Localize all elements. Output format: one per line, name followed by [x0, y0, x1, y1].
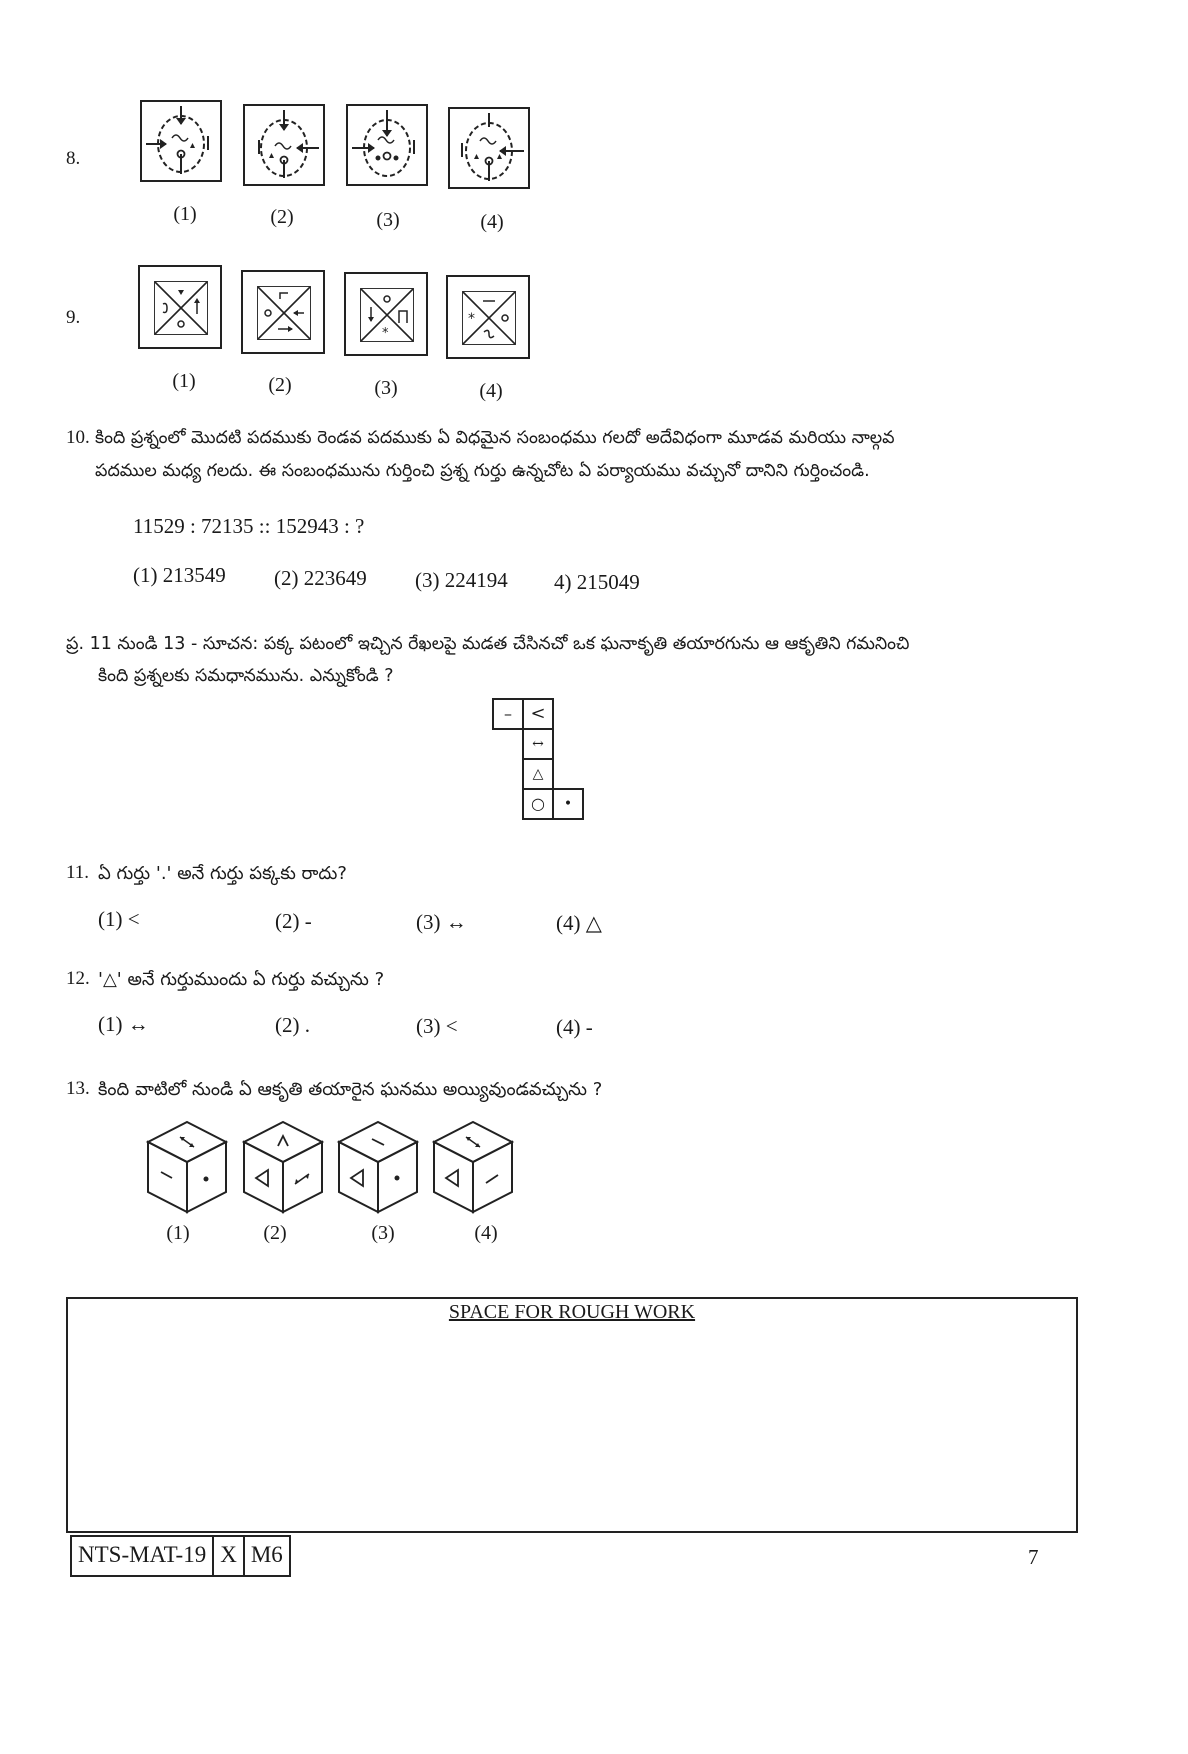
- svg-text:*: *: [382, 326, 389, 341]
- q9-option-2-figure[interactable]: [241, 270, 325, 354]
- net-cell-triangle: △: [522, 758, 554, 790]
- q9-option-4-figure[interactable]: [446, 275, 530, 359]
- q10-option-2[interactable]: (2) 223649: [274, 566, 367, 590]
- q9-option-3-figure[interactable]: [344, 272, 428, 356]
- q13-option-4-cube[interactable]: [428, 1118, 518, 1218]
- q13-option-1-cube[interactable]: [142, 1118, 232, 1218]
- question-10-text-line-1: కింది ప్రశ్నంలో మొదటి పదముకు రెండవ పదముకు ఏ విధమైన సంబంధము గలదో అదేవిధంగా మూడవ మరియు నాల్గవ: [95, 428, 895, 448]
- question-11-number: 11.: [66, 862, 90, 883]
- question-13-number: 13.: [66, 1078, 90, 1099]
- q9-option-3-label[interactable]: (3): [374, 377, 398, 399]
- q10-option-1[interactable]: (1) 213549: [133, 563, 226, 587]
- q11-option-2[interactable]: (2) -: [275, 909, 312, 933]
- footer-series: X: [214, 1537, 245, 1575]
- net-cell-dash: –: [492, 698, 524, 730]
- q13-option-2-label[interactable]: (2): [263, 1222, 287, 1244]
- q13-option-2-cube[interactable]: [238, 1118, 328, 1218]
- q8-option-1-figure[interactable]: [140, 100, 222, 182]
- net-cell-circle: ○: [522, 788, 554, 820]
- q9-option-4-label[interactable]: (4): [479, 380, 503, 402]
- rough-work-title: SPACE FOR ROUGH WORK: [448, 1301, 696, 1323]
- question-9-number: 9.: [66, 307, 81, 328]
- q12-option-2[interactable]: (2) .: [275, 1013, 310, 1037]
- q9-option-2-label[interactable]: (2): [268, 374, 292, 396]
- q12-option-4[interactable]: (4) -: [556, 1015, 593, 1039]
- q13-option-4-label[interactable]: (4): [474, 1222, 498, 1244]
- cube-net: [492, 698, 592, 834]
- question-12-number: 12.: [66, 968, 90, 989]
- question-8-number: 8.: [66, 148, 81, 169]
- instruction-line-2: కింది ప్రశ్నలకు సమధానమును. ఎన్నుకోండి ?: [98, 666, 394, 686]
- q9-option-1-figure[interactable]: [138, 265, 222, 349]
- q11-option-3[interactable]: (3) ↔: [416, 910, 467, 934]
- q13-option-1-label[interactable]: (1): [166, 1222, 190, 1244]
- q13-option-3-cube[interactable]: [333, 1118, 423, 1218]
- q12-option-1[interactable]: (1) ↔: [98, 1012, 149, 1036]
- q8-option-1-label[interactable]: (1): [173, 203, 197, 225]
- q9-option-1-label[interactable]: (1): [172, 370, 196, 392]
- svg-text:*: *: [468, 311, 475, 327]
- rough-work-box[interactable]: [66, 1297, 1078, 1533]
- q8-option-4-figure[interactable]: [448, 107, 530, 189]
- q8-option-4-label[interactable]: (4): [480, 211, 504, 233]
- question-13-text: కింది వాటిలో నుండి ఏ ఆకృతి తయారైన ఘనము అయ్యివుండవచ్చును ?: [98, 1079, 603, 1100]
- q8-option-3-figure[interactable]: [346, 104, 428, 186]
- footer-set: M6: [250, 1542, 283, 1567]
- footer-exam-code: NTS-MAT-19: [72, 1537, 214, 1575]
- question-10-number: 10.: [66, 427, 90, 448]
- question-10-text-line-2: పదముల మధ్య గలదు. ఈ సంబంధమును గుర్తించి ప్రశ్న గుర్తు ఉన్నచోట ఏ పర్యాయము వచ్చునో దానిని గుర్తించండి.: [95, 461, 870, 481]
- q12-option-3[interactable]: (3) <: [416, 1014, 458, 1038]
- net-cell-double-arrow: ↔: [522, 728, 554, 760]
- page-number: 7: [1028, 1545, 1039, 1569]
- q11-option-1[interactable]: (1) <: [98, 907, 140, 931]
- q8-option-2-figure[interactable]: [243, 104, 325, 186]
- question-10-expression: 11529 : 72135 :: 152943 : ?: [133, 514, 365, 538]
- q8-option-2-label[interactable]: (2): [270, 206, 294, 228]
- footer-code-box: [70, 1535, 291, 1577]
- q11-option-4[interactable]: (4) △: [556, 911, 602, 935]
- net-cell-dot: •: [552, 788, 584, 820]
- q8-option-3-label[interactable]: (3): [376, 209, 400, 231]
- question-11-text: ఏ గుర్తు '.' అనే గుర్తు పక్కకు రాదు?: [98, 863, 347, 884]
- net-cell-less-than: <: [522, 698, 554, 730]
- q13-option-3-label[interactable]: (3): [371, 1222, 395, 1244]
- question-12-text: '△' అనే గుర్తుముందు ఏ గుర్తు వచ్చును ?: [98, 969, 385, 990]
- q10-option-3[interactable]: (3) 224194: [415, 568, 508, 592]
- q10-option-4[interactable]: 4) 215049: [554, 570, 640, 594]
- instruction-line-1: ప్ర. 11 నుండి 13 - సూచన: పక్క పటంలో ఇచ్చిన రేఖలపై మడత చేసినచో ఒక ఘనాకృతి తయారగును ఆ ఆకృతిని గమనించి: [66, 634, 910, 654]
